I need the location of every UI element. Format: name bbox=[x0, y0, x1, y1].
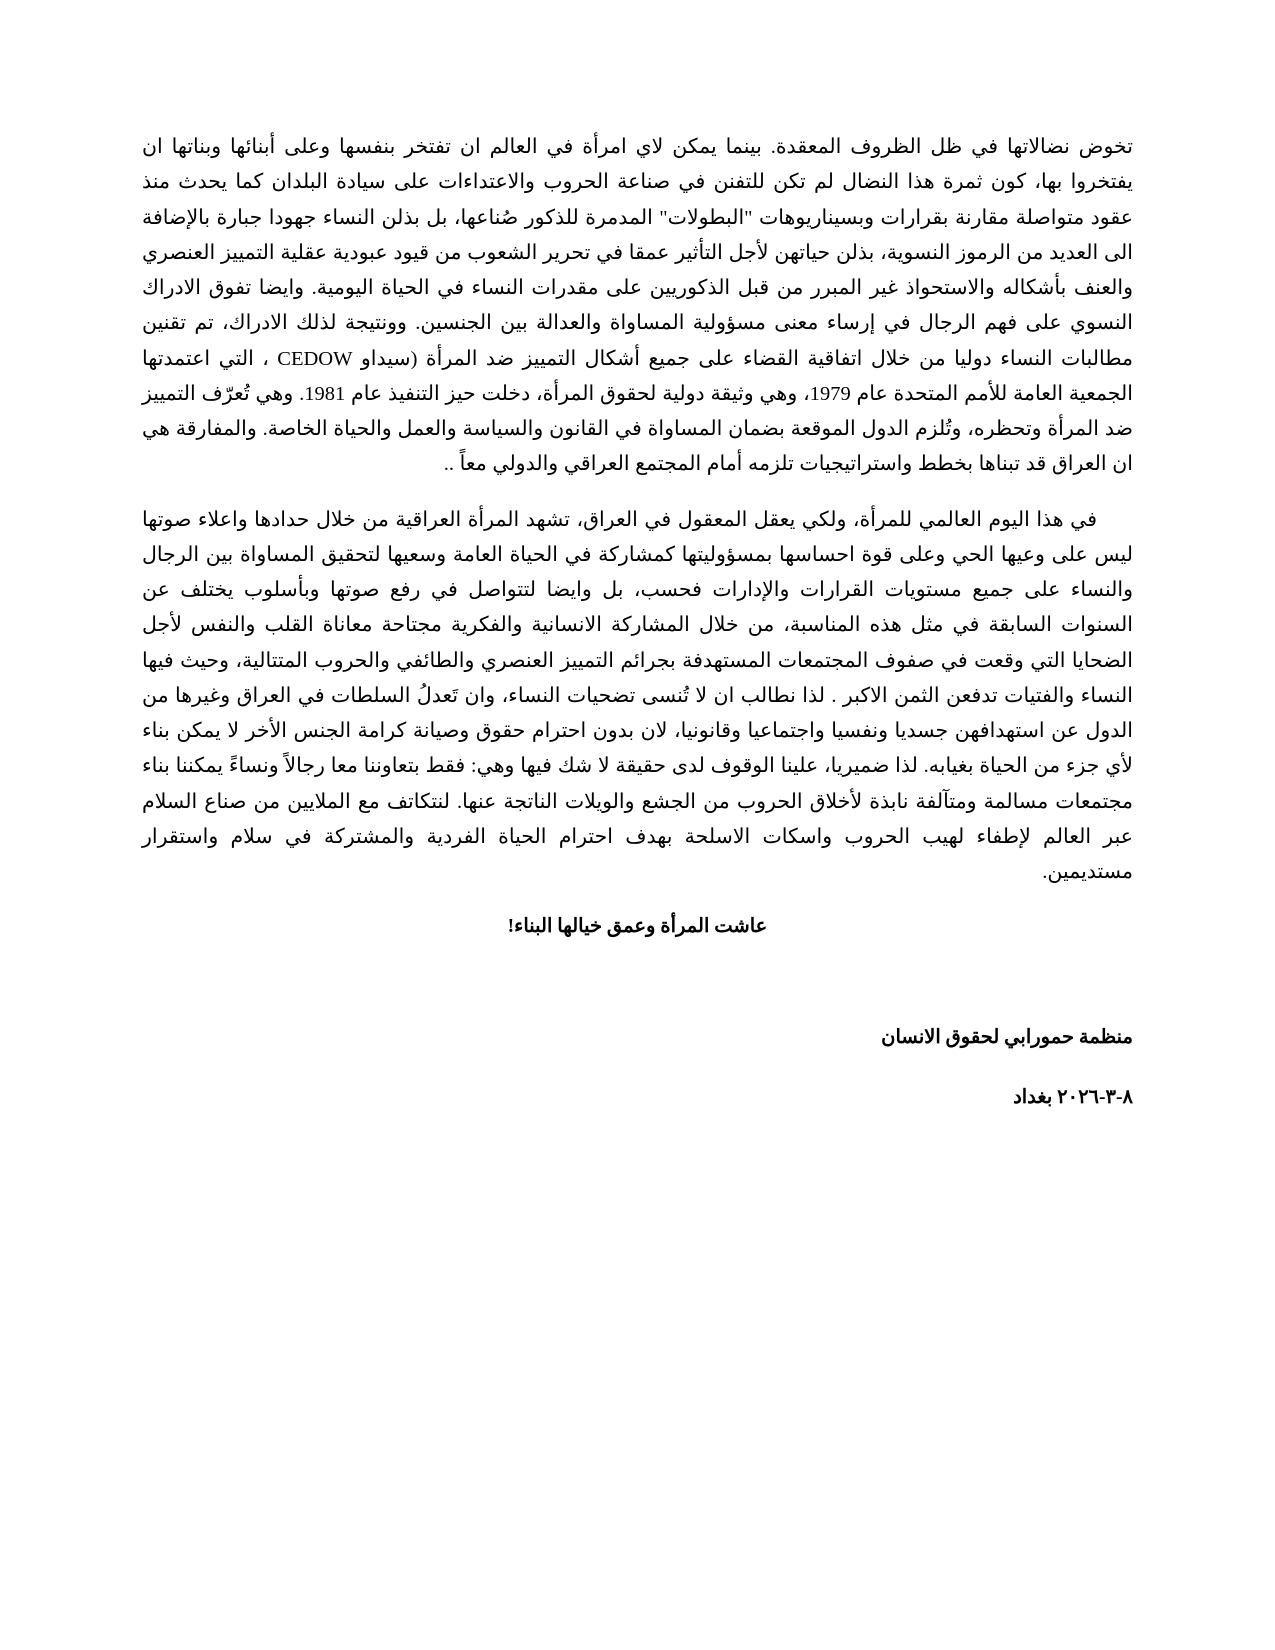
document-body bbox=[142, 130, 1133, 1114]
closing-slogan: عاشت المرأة وعمق خيالها البناء! bbox=[507, 916, 768, 938]
signature-spacer bbox=[142, 943, 1133, 1021]
paragraph-2: في هذا اليوم العالمي للمرأة، ولكي يعقل المعقول في العراق، تشهد المرأة العراقية من خلال حدادها واعلاء صوتها ليس على وعيها الحي وعلى قوة احساسها بمسؤوليتها كمشاركة في الحياة العامة وسعيها لتحقيق المساواة بين الرجال والنساء على جميع مستويات القرارات والإدارات فحسب، بل وايضا لتتواصل في رفع صوتها وبأسلوب يختلف عن السنوات السابقة في مثل هذه المناسبة، من خلال المشاركة الانسانية والفكرية مجتاحة معاناة القلب والنفس لأجل الضحايا التي وقعت في صفوف المجتمعات المستهدفة بجرائم التمييز العنصري والطائفي والحروب المتتالية، وحيث فيها النساء والفتيات تدفعن الثمن الاكبر . لذا نطالب ان لا تُنسى تضحيات النساء، وان تَعدلُ السلطات في العراق وغيرها من الدول عن استهدافهن جسديا ونفسيا واجتماعيا وقانونيا، لان بدون احترام حقوق وصيانة كرامة الجنس الأخر لا يمكن بناء لأي جزء من الحياة بغيابه. لذا ضميريا، علينا الوقوف لدى حقيقة لا شك فيها وهي: فقط بتعاوننا معا رجالاً ونساءً يمكننا بناء مجتمعات مسالمة ومتآلفة نابذة لأخلاق الحروب من الجشع والويلات الناتجة عنها. لنتكاتف مع الملايين من صناع السلام عبر العالم لإطفاء لهيب الحروب واسكات الاسلحة بهدف احترام الحياة الفردية والمشتركة في سلام واستقرار مستديمين. bbox=[142, 508, 1133, 883]
paragraph-1: تخوض نضالاتها في ظل الظروف المعقدة. بينما يمكن لاي امرأة في العالم ان تفتخر بنفسها وعلى أبنائها وبناتها ان يفتخروا بها، كون ثمرة هذا النضال لم تكن للتفنن في صناعة الحروب والاعتداءات على سيادة البلدان كما يحدث منذ عقود متواصلة مقارنة بقرارات وبسيناريوهات "البطولات" المدمرة للذكور صُناعها، بل بذلن النساء جهودا جبارة بالإضافة الى العديد من الرموز النسوية، بذلن حياتهن لأجل التأثير عمقا في تحرير الشعوب من قيود عبودية عقلية التمييز العنصري والعنف بأشكاله والاستحواذ غير المبرر من قبل الذكوريين على مقدرات النساء في الحياة اليومية. وايضا تفوق الادراك النسوي على فهم الرجال في إرساء معنى مسؤولية المساواة والعدالة بين الجنسين. وونتيجة لذلك الادراك، تم تقنين مطالبات النساء دوليا من خلال اتفاقية القضاء على جميع أشكال التمييز ضد المرأة (سيداو CEDOW ، التي اعتمدتها الجمعية العامة للأمم المتحدة عام 1979، وهي وثيقة دولية لحقوق المرأة، دخلت حيز التنفيذ عام 1981. وهي تُعرّف التمييز ضد المرأة وتحظره، وتُلزم الدول الموقعة بضمان المساواة في القانون والسياسة والعمل والحياة الخاصة. والمفارقة هي ان العراق قد تبناها بخطط واستراتيجيات تلزمه أمام المجتمع العراقي والدولي معاً .. bbox=[142, 136, 1133, 476]
document-date: ٨-٣-٢٠٢٦ بغداد bbox=[1013, 1086, 1133, 1108]
organization-signature: منظمة حمورابي لحقوق الانسان bbox=[881, 1027, 1133, 1049]
